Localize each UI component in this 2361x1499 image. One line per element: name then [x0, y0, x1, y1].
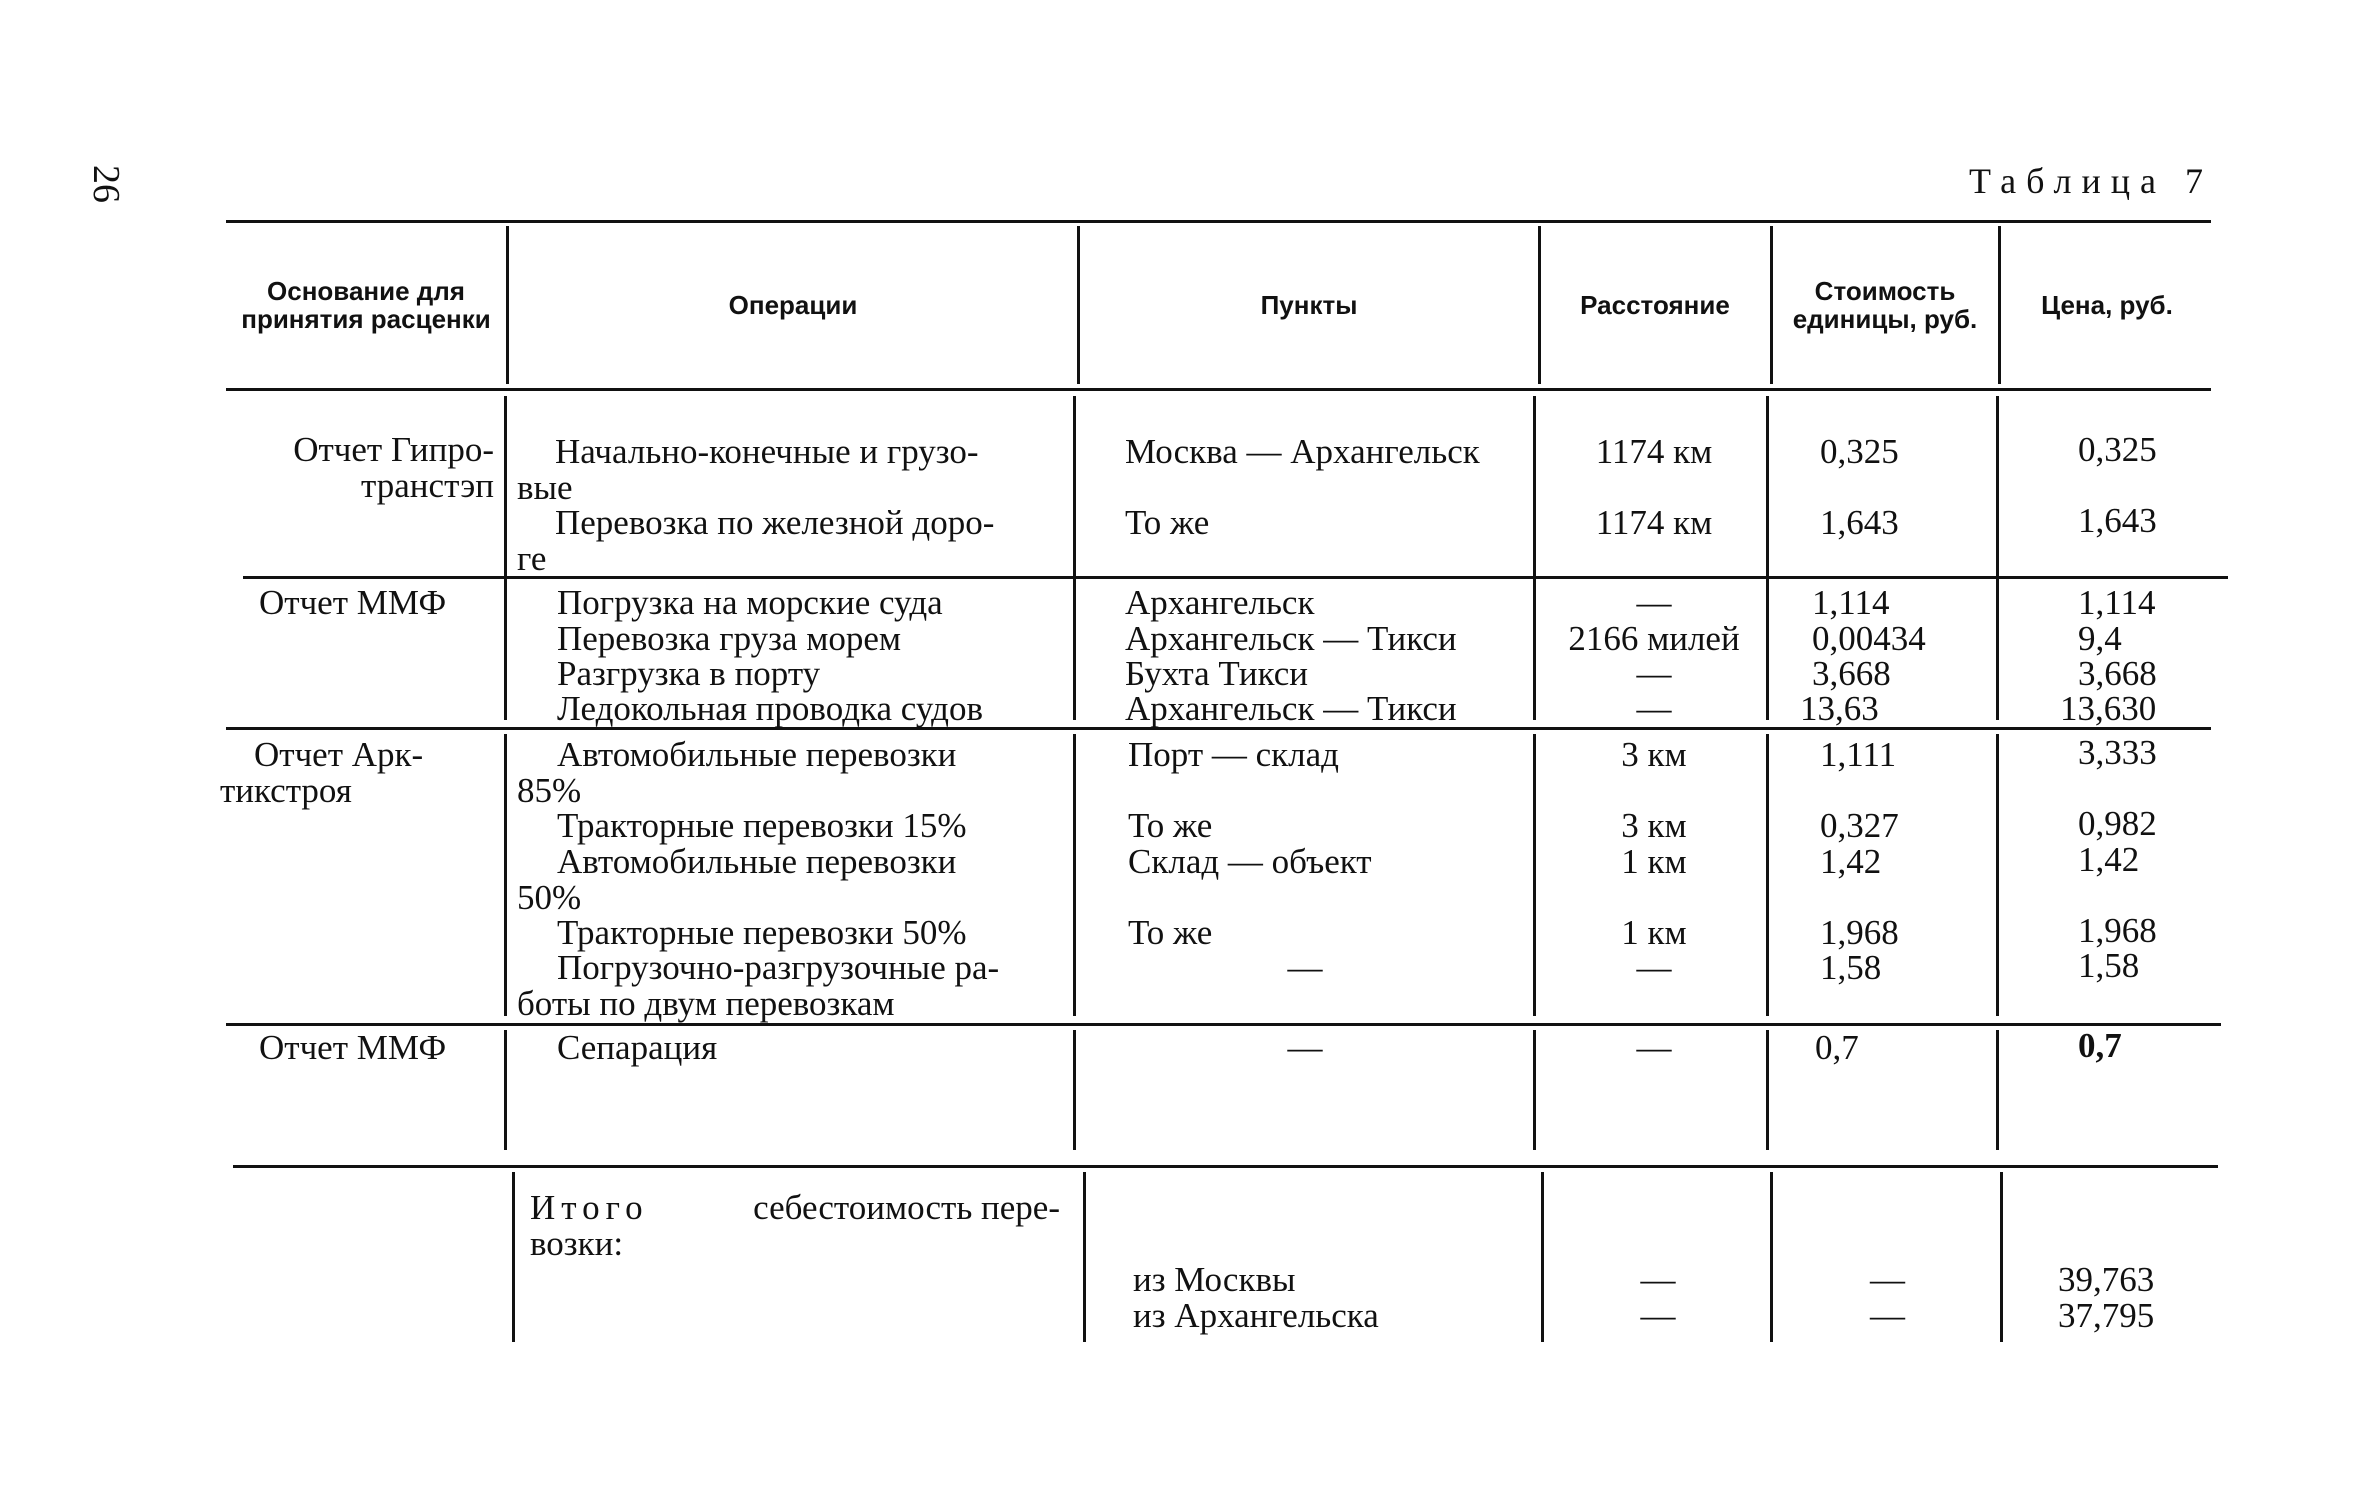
g1-row1-price: 0,325 [2078, 430, 2157, 469]
g2-row1-distance: — [1636, 583, 1672, 622]
total-label: себестоимость пере- [753, 1188, 1060, 1227]
g1-row2-unit-cost: 1,643 [1820, 503, 1899, 542]
g3-row4-distance: 1 км [1621, 913, 1687, 952]
total-row2-distance: — [1640, 1296, 1676, 1335]
total-row2-unit-cost: — [1870, 1296, 1905, 1335]
g3-row5-price: 1,58 [2078, 946, 2140, 985]
total-row1-price: 39,763 [2058, 1260, 2155, 1299]
g2-row3-distance: — [1636, 654, 1672, 693]
g3-row1-operation-line2: 85% [517, 771, 582, 810]
g1-row1-point: Москва — Архангельск [1125, 432, 1480, 471]
g3-row1-distance: 3 км [1621, 735, 1687, 774]
g4-row1-operation: Сепарация [557, 1028, 718, 1067]
g4-row1-price: 0,7 [2078, 1026, 2122, 1065]
g2-row4-distance: — [1636, 689, 1672, 728]
g3-row3-operation-line2: 50% [517, 878, 582, 917]
g2-row4-unit-cost: 13,63 [1800, 689, 1879, 728]
g2-row2-operation: Перевозка груза морем [557, 619, 902, 658]
g3-row5-unit-cost: 1,58 [1820, 948, 1882, 987]
g2-row2-point: Архангельск — Тикси [1125, 619, 1457, 658]
g4-row1-unit-cost: 0,7 [1815, 1028, 1859, 1067]
g3-row1-unit-cost: 1,111 [1820, 735, 1897, 774]
g1-row1-distance: 1174 км [1595, 432, 1713, 471]
g2-row1-unit-cost: 1,114 [1812, 583, 1890, 622]
g3-row1-point: Порт — склад [1128, 735, 1339, 774]
g2-row3-unit-cost: 3,668 [1812, 654, 1891, 693]
g1-row2-operation-line2: ге [517, 539, 547, 578]
total-row2-price: 37,795 [2058, 1296, 2155, 1335]
header-points: Пункты [1260, 290, 1358, 320]
g3-row4-unit-cost: 1,968 [1820, 913, 1899, 952]
page-number: 26 [85, 165, 127, 203]
g1-row2-operation-line1: Перевозка по железной доро- [555, 503, 995, 542]
g1-row2-price: 1,643 [2078, 501, 2157, 540]
total-row1-unit-cost: — [1870, 1260, 1905, 1299]
g2-row4-point: Архангельск — Тикси [1125, 689, 1457, 728]
g3-row3-price: 1,42 [2078, 840, 2140, 879]
g3-row3-operation-line1: Автомобильные перевозки [557, 842, 957, 881]
g4-row1-point: — [1287, 1028, 1323, 1067]
total-label-line2: возки: [530, 1224, 624, 1263]
g3-row1-operation-line1: Автомобильные перевозки [557, 735, 957, 774]
g3-row2-operation: Тракторные перевозки 15% [557, 806, 967, 845]
header-price: Цена, руб. [2041, 290, 2173, 320]
g3-row3-unit-cost: 1,42 [1820, 842, 1882, 881]
g3-row2-distance: 3 км [1621, 806, 1687, 845]
g1-row1-operation-line1: Начально-конечные и грузо- [555, 432, 979, 471]
g2-row1-operation: Погрузка на морские суда [557, 583, 943, 622]
group1-basis: Отчет Гипротранстэп [293, 430, 494, 505]
g2-row3-price: 3,668 [2078, 654, 2157, 693]
total-row2-point: из Архангельска [1133, 1296, 1379, 1335]
g2-row4-operation: Ледокольная проводка судов [557, 689, 983, 728]
g3-row1-price: 3,333 [2078, 733, 2157, 772]
table-caption: Таблица 7 [1969, 161, 2213, 201]
g3-row2-unit-cost: 0,327 [1820, 806, 1899, 845]
g3-row2-point: То же [1128, 806, 1213, 845]
g3-row3-distance: 1 км [1621, 842, 1687, 881]
g1-row1-operation-line2: вые [517, 468, 573, 507]
header-basis: Основание для принятия расценки [241, 276, 491, 334]
total-label-line1 [530, 1190, 1060, 1226]
g2-row1-point: Архангельск [1125, 583, 1315, 622]
total-row1-point: из Москвы [1133, 1260, 1296, 1299]
header-unit-cost: Стоимость единицы, руб. [1792, 276, 1978, 334]
g2-row2-price: 9,4 [2078, 619, 2122, 658]
g2-row2-unit-cost: 0,00434 [1812, 619, 1926, 658]
g3-row4-price: 1,968 [2078, 911, 2157, 950]
total-row1-distance: — [1640, 1260, 1676, 1299]
total-word: Итого [530, 1188, 649, 1227]
g2-row4-price: 13,630 [2060, 689, 2157, 728]
g2-row3-operation: Разгрузка в порту [557, 654, 821, 693]
group3-basis-line1: Отчет Арк- [254, 735, 424, 774]
g2-row1-price: 1,114 [2078, 583, 2156, 622]
g4-row1-distance: — [1636, 1028, 1672, 1067]
g3-row5-operation-line2: боты по двум перевозкам [517, 984, 895, 1023]
g3-row5-point: — [1287, 948, 1323, 987]
g1-row2-distance: 1174 км [1595, 503, 1713, 542]
group3-basis-line2: тикстроя [220, 771, 352, 810]
header-distance: Расстояние [1580, 290, 1730, 320]
g3-row4-operation: Тракторные перевозки 50% [557, 913, 967, 952]
group4-basis: Отчет ММФ [259, 1028, 447, 1067]
g3-row4-point: То же [1128, 913, 1213, 952]
g3-row2-price: 0,982 [2078, 804, 2157, 843]
g2-row2-distance: 2166 милей [1568, 619, 1740, 658]
group2-basis: Отчет ММФ [259, 583, 447, 622]
g3-row3-point: Склад — объект [1128, 842, 1372, 881]
g1-row1-unit-cost: 0,325 [1820, 432, 1899, 471]
g2-row3-point: Бухта Тикси [1125, 654, 1308, 693]
g3-row5-operation-line1: Погрузочно-разгрузочные ра- [557, 948, 1000, 987]
g1-row2-point: То же [1125, 503, 1210, 542]
g3-row5-distance: — [1636, 948, 1672, 987]
header-operations: Операции [728, 290, 858, 320]
